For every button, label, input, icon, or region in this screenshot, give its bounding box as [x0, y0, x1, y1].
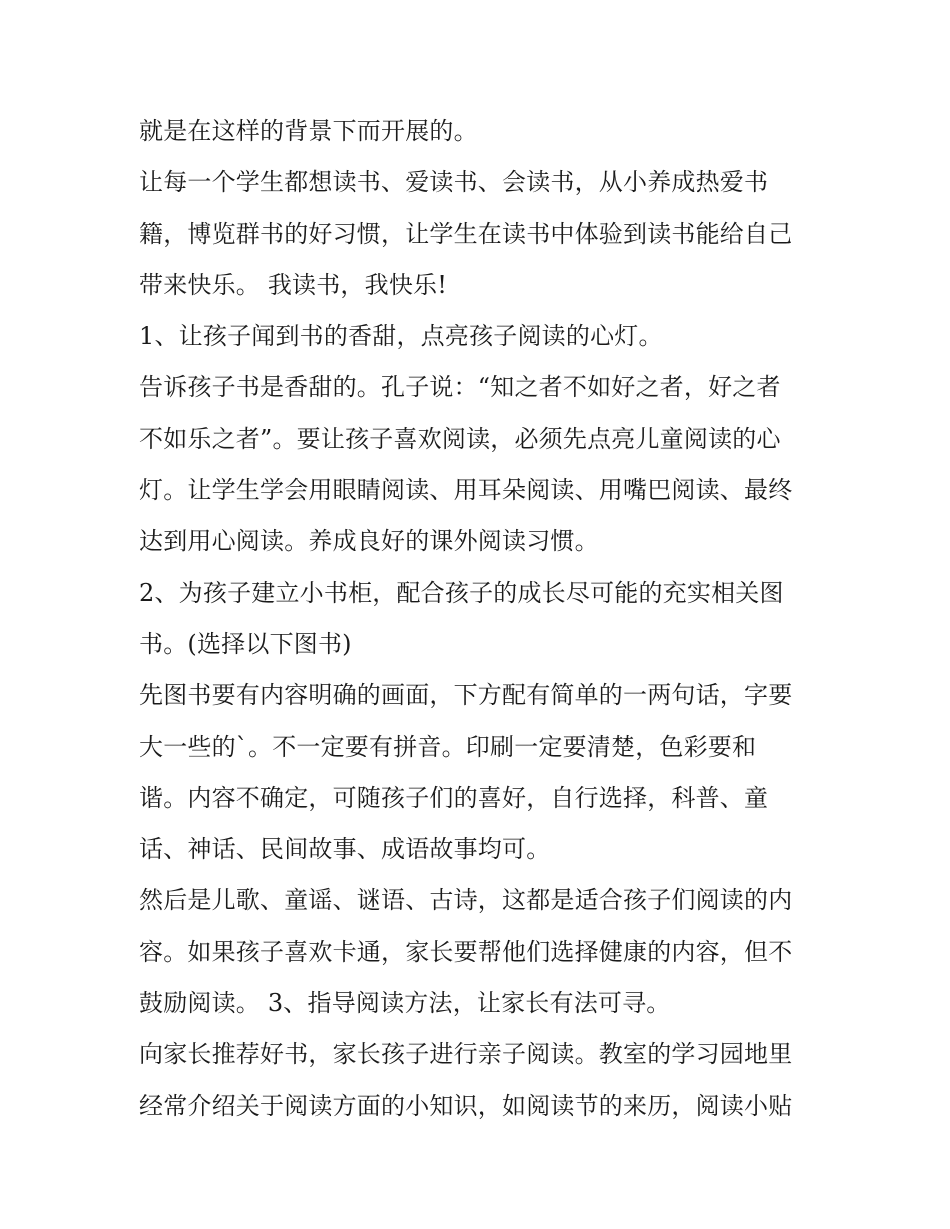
text-line: 书。(选择以下图书)	[139, 629, 352, 658]
text-line: 然后是儿歌、童谣、谜语、古诗，这都是适合孩子们阅读的内	[139, 886, 793, 915]
text-line: 向家长推荐好书，家长孩子进行亲子阅读。教室的学习园地里	[139, 1040, 793, 1069]
text-line: 1、让孩子闻到书的香甜，点亮孩子阅读的心灯。	[139, 322, 663, 351]
text-line: 话、神话、民间故事、成语故事均可。	[139, 835, 551, 864]
text-line: 2、为孩子建立小书柜，配合孩子的成长尽可能的充实相关图	[139, 578, 784, 607]
text-line: 鼓励阅读。 3、指导阅读方法，让家长有法可寻。	[139, 989, 671, 1018]
text-line: 容。如果孩子喜欢卡通，家长要帮他们选择健康的内容，但不	[139, 937, 793, 966]
text-line: 大一些的`。不一定要有拼音。印刷一定要清楚，色彩要和	[139, 732, 757, 761]
body-text	[139, 106, 829, 1132]
text-line: 籍，博览群书的好习惯，让学生在读书中体验到读书能给自己	[139, 219, 793, 248]
text-line: 就是在这样的背景下而开展的。	[139, 117, 478, 145]
text-line: 经常介绍关于阅读方面的小知识，如阅读节的来历，阅读小贴	[139, 1091, 793, 1120]
text-line: 谐。内容不确定，可随孩子们的喜好，自行选择，科普、童	[139, 783, 769, 812]
text-line: 带来快乐。 我读书，我快乐!	[139, 270, 448, 299]
text-line: 告诉孩子书是香甜的。孔子说：“知之者不如好之者，好之者	[139, 373, 781, 402]
text-line: 达到用心阅读。养成良好的课外阅读习惯。	[139, 527, 599, 556]
text-line: 不如乐之者”。要让孩子喜欢阅读，必须先点亮儿童阅读的心	[139, 424, 781, 453]
text-line: 灯。让学生学会用眼睛阅读、用耳朵阅读、用嘴巴阅读、最终	[139, 476, 793, 505]
text-line: 让每一个学生都想读书、爱读书、会读书，从小养成热爱书	[139, 168, 769, 197]
text-line: 先图书要有内容明确的画面，下方配有简单的一两句话，字要	[139, 681, 793, 710]
